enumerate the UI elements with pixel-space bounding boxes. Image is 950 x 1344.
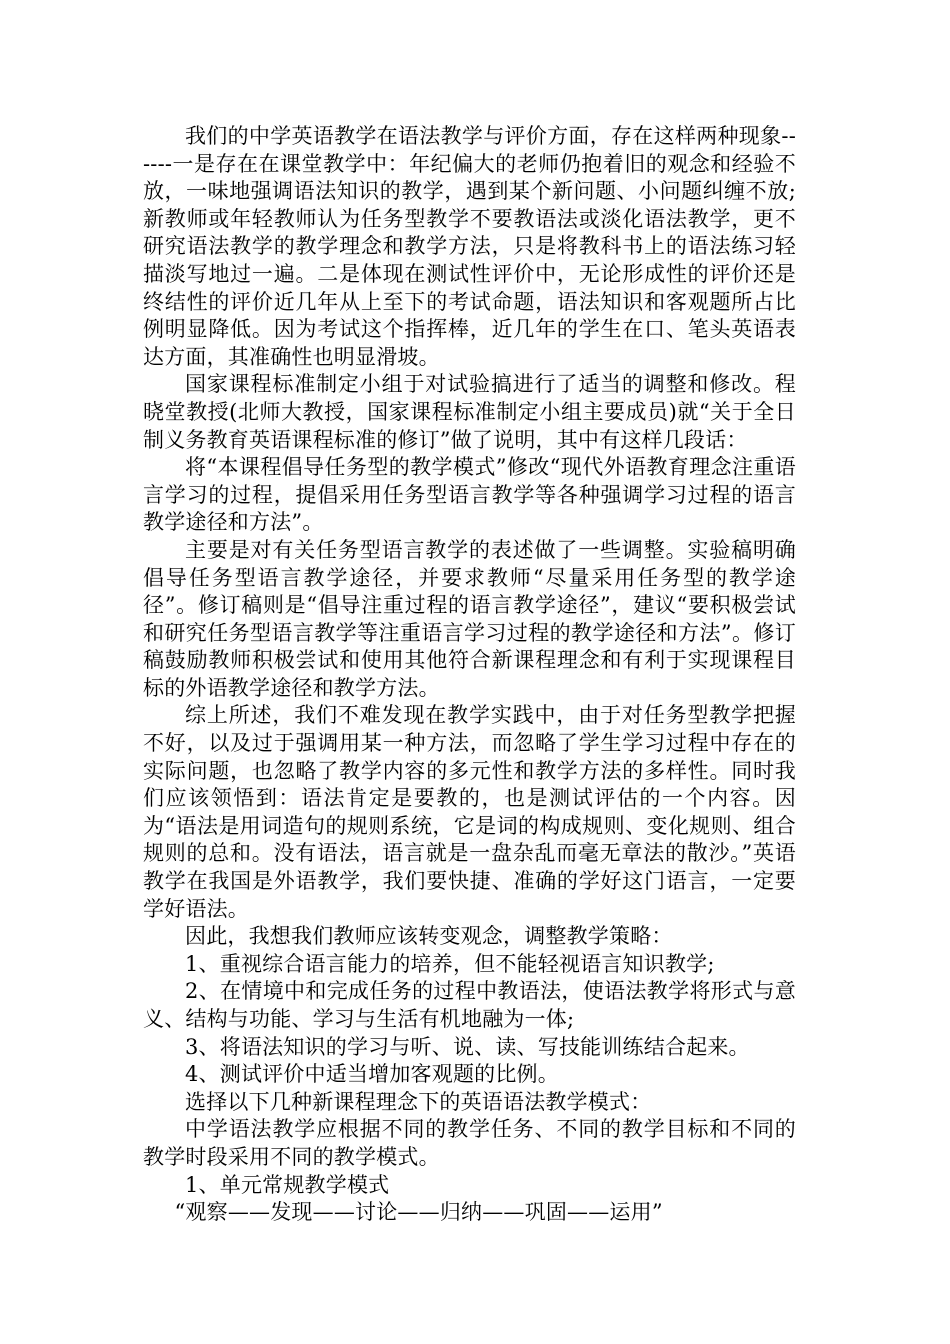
paragraph-4: 主要是对有关任务型语言教学的表述做了一些调整。实验稿明确倡导任务型语言教学途径，并要求教师“尽量采用任务型的教学途径”。修订稿则是“倡导注重过程的语言教学途径”，建议“要积极尝试和研究任务型语言教学等注重语言学习过程的教学途径和方法”。修订稿鼓励教师积极尝试和使用其他符合新课程理念和有利于实现课程目标的外语教学途径和教学方法。 bbox=[143, 537, 796, 700]
list-item-2: 2、在情境中和完成任务的过程中教语法，使语法教学将形式与意义、结构与功能、学习与生活有机地融为一体; bbox=[143, 979, 796, 1031]
list-item-3: 3、将语法知识的学习与听、说、读、写技能训练结合起来。 bbox=[185, 1034, 750, 1059]
list-item-4: 4、测试评价中适当增加客观题的比例。 bbox=[185, 1062, 559, 1087]
section-heading: 1、单元常规教学模式 bbox=[185, 1172, 390, 1197]
paragraph-3: 将“本课程倡导任务型的教学模式”修改“现代外语教育理念注重语言学习的过程，提倡采用任务型语言教学等各种强调学习过程的语言教学途径和方法”。 bbox=[143, 455, 796, 535]
paragraph-2: 国家课程标准制定小组于对试验搞进行了适当的调整和修改。程晓堂教授(北师大教授，国家课程标准制定小组主要成员)就“关于全日制义务教育英语课程标准的修订”做了说明，其中有这样几段话： bbox=[143, 372, 796, 452]
paragraph-7: 选择以下几种新课程理念下的英语语法教学模式： bbox=[185, 1089, 652, 1114]
paragraph-5: 综上所述，我们不难发现在教学实践中，由于对任务型教学把握不好，以及过于强调用某一种方法，而忽略了学生学习过程中存在的实际问题，也忽略了教学内容的多元性和教学方法的多样性。同时我们应该领悟到：语法肯定是要教的，也是测试评估的一个内容。因为“语法是用词造句的规则系统，它是词的构成规则、变化规则、组合规则的总和。没有语法，语言就是一盘杂乱而毫无章法的散沙。”英语教学在我国是外语教学，我们要快捷、准确的学好这门语言，一定要学好语法。 bbox=[143, 703, 796, 921]
document-body bbox=[143, 123, 796, 1227]
paragraph-1: 我们的中学英语教学在语法教学与评价方面，存在这样两种现象------一是存在在课堂教学中：年纪偏大的老师仍抱着旧的观念和经验不放，一味地强调语法知识的教学，遇到某个新问题、小问题纠缠不放;新教师或年轻教师认为任务型教学不要教语法或淡化语法教学，更不研究语法教学的教学理念和教学方法，只是将教科书上的语法练习轻描淡写地过一遍。二是体现在测试性评价中，无论形成性的评价还是终结性的评价近几年从上至下的考试命题，语法知识和客观题所占比例明显降低。因为考试这个指挥棒，近几年的学生在口、笔头英语表达方面，其准确性也明显滑坡。 bbox=[143, 124, 796, 369]
list-item-1: 1、重视综合语言能力的培养，但不能轻视语言知识教学; bbox=[185, 951, 715, 976]
paragraph-8: 中学语法教学应根据不同的教学任务、不同的教学目标和不同的教学时段采用不同的教学模式。 bbox=[143, 1117, 796, 1169]
paragraph-6: 因此，我想我们教师应该转变观念，调整教学策略： bbox=[185, 924, 673, 949]
model-steps-quote: “观察——发现——讨论——归纳——巩固——运用” bbox=[174, 1200, 663, 1225]
